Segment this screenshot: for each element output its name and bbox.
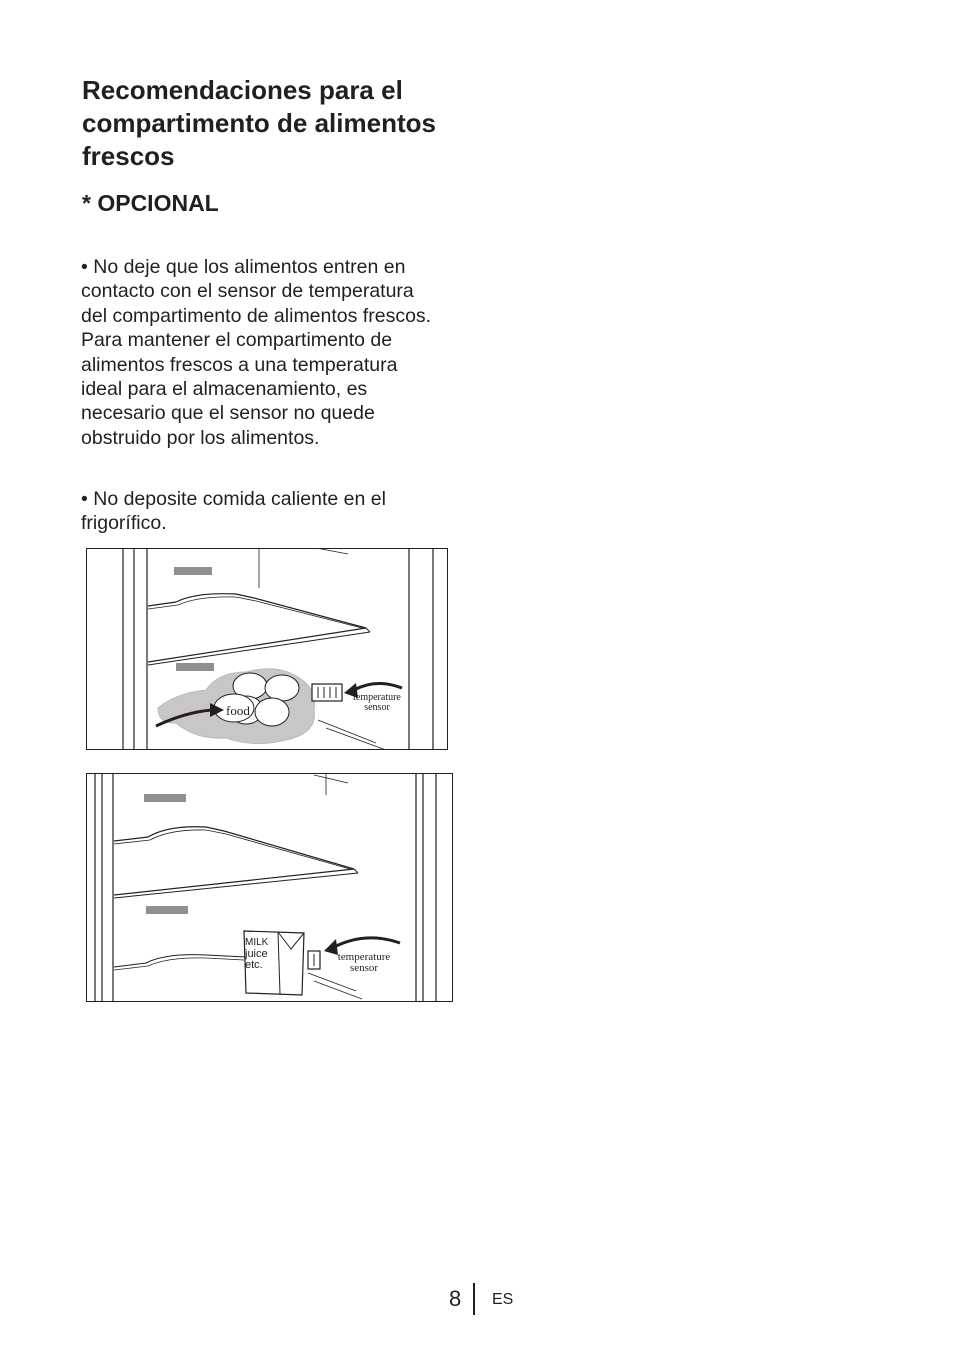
carton-label-juice: juice: [245, 948, 268, 960]
sensor-label-line2: sensor: [349, 962, 379, 974]
fridge-interior-drawing-2: [86, 773, 453, 1002]
instruction-paragraph-hot-food: • No deposite comida caliente en el frigorífico.: [81, 488, 386, 535]
optional-label: * OPCIONAL: [82, 190, 219, 216]
sensor-label-line1: temperature: [337, 951, 391, 963]
sensor-label-line2: sensor: [364, 702, 390, 713]
illustration-food-near-sensor: [86, 548, 448, 750]
instruction-paragraph-sensor: • No deje que los alimentos entren en contacto con el sensor de temperatura del compartimento de alimentos frescos. Para mantener el compartimento de alimentos frescos a una temperatura ideal para el almacenamiento, es necesario que el sensor no quede obstruido por los alimentos.: [81, 256, 432, 449]
illustration-carton-near-sensor: [86, 773, 453, 1002]
carton-label-milk: MILK: [245, 937, 269, 948]
language-code: ES: [492, 1291, 514, 1308]
footer-divider: [473, 1283, 475, 1315]
page-heading: Recomendaciones para el compartimento de alimentos frescos: [82, 75, 436, 171]
page-number: 8: [449, 1286, 462, 1311]
fridge-interior-drawing-1: [86, 548, 448, 750]
sensor-label-line1: temperature: [353, 692, 401, 703]
food-label: food: [226, 703, 250, 718]
carton-label-etc: etc.: [245, 959, 263, 971]
